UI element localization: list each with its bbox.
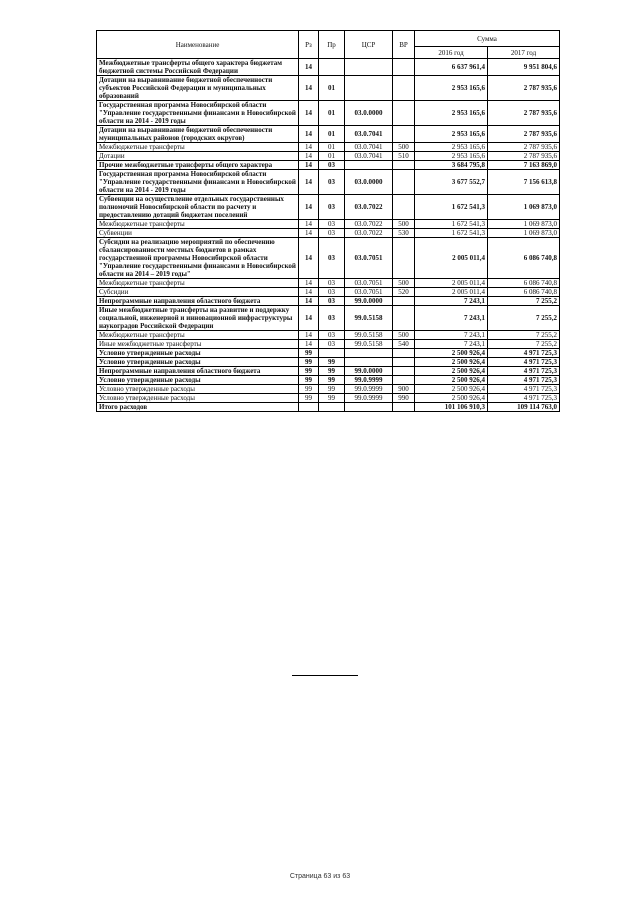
row-sum-2016: 7 243,1 <box>415 340 488 349</box>
row-sum-2016: 3 677 552,7 <box>415 170 488 195</box>
row-name: Межбюджетные трансферты <box>97 220 299 229</box>
table-row <box>97 229 560 238</box>
row-rz: 14 <box>299 126 319 143</box>
row-sum-2017: 7 255,2 <box>488 306 560 331</box>
row-vr: 510 <box>393 152 415 161</box>
row-pr: 03 <box>319 161 345 170</box>
row-rz: 14 <box>299 76 319 101</box>
row-csr: 99.0.9999 <box>345 385 393 394</box>
table-row <box>97 367 560 376</box>
row-sum-2017: 1 069 873,0 <box>488 195 560 220</box>
row-rz: 14 <box>299 59 319 76</box>
row-sum-2016: 2 953 165,6 <box>415 143 488 152</box>
table-row <box>97 101 560 126</box>
table-row <box>97 59 560 76</box>
row-csr: 03.0.7022 <box>345 229 393 238</box>
row-csr <box>345 403 393 412</box>
row-name: Государственная программа Новосибирской области "Управление государственными финансами в Новосибирской области на 2014 - 2019 годы <box>97 170 299 195</box>
row-pr: 03 <box>319 229 345 238</box>
row-sum-2016: 2 500 926,4 <box>415 394 488 403</box>
row-vr <box>393 367 415 376</box>
row-vr <box>393 170 415 195</box>
row-csr: 99.0.5158 <box>345 331 393 340</box>
row-sum-2017: 7 156 613,8 <box>488 170 560 195</box>
row-sum-2016: 1 672 541,3 <box>415 229 488 238</box>
header-vr: ВР <box>393 31 415 59</box>
row-vr <box>393 76 415 101</box>
row-sum-2017: 6 086 740,8 <box>488 279 560 288</box>
table-row <box>97 376 560 385</box>
table-row <box>97 152 560 161</box>
row-rz: 99 <box>299 394 319 403</box>
row-sum-2016: 2 500 926,4 <box>415 376 488 385</box>
row-sum-2017: 2 787 935,6 <box>488 126 560 143</box>
row-name: Условно утвержденные расходы <box>97 358 299 367</box>
table-row <box>97 195 560 220</box>
row-pr: 01 <box>319 143 345 152</box>
row-csr: 03.0.7051 <box>345 279 393 288</box>
row-rz: 14 <box>299 288 319 297</box>
row-csr: 99.0.5158 <box>345 340 393 349</box>
row-pr: 99 <box>319 394 345 403</box>
row-pr: 99 <box>319 376 345 385</box>
row-rz: 99 <box>299 358 319 367</box>
row-sum-2017: 7 163 869,0 <box>488 161 560 170</box>
row-pr: 99 <box>319 358 345 367</box>
row-csr: 03.0.7041 <box>345 126 393 143</box>
row-rz: 14 <box>299 306 319 331</box>
row-sum-2016: 2 500 926,4 <box>415 349 488 358</box>
row-rz: 14 <box>299 238 319 279</box>
row-csr: 99.0.0000 <box>345 297 393 306</box>
row-rz: 14 <box>299 161 319 170</box>
row-rz: 14 <box>299 297 319 306</box>
row-pr: 01 <box>319 101 345 126</box>
row-vr <box>393 161 415 170</box>
row-name: Дотации на выравнивание бюджетной обеспеченности субъектов Российской Федерации и муниципальных образований <box>97 76 299 101</box>
row-pr: 03 <box>319 306 345 331</box>
row-csr: 03.0.7051 <box>345 288 393 297</box>
row-sum-2016: 1 672 541,3 <box>415 195 488 220</box>
row-rz: 99 <box>299 385 319 394</box>
row-csr: 03.0.0000 <box>345 170 393 195</box>
row-sum-2016: 3 684 795,8 <box>415 161 488 170</box>
row-pr: 01 <box>319 76 345 101</box>
row-sum-2017: 4 971 725,3 <box>488 394 560 403</box>
row-sum-2016: 2 500 926,4 <box>415 367 488 376</box>
row-name: Субвенции <box>97 229 299 238</box>
row-name: Иные межбюджетные трансферты <box>97 340 299 349</box>
row-pr: 99 <box>319 385 345 394</box>
row-sum-2016: 2 005 011,4 <box>415 238 488 279</box>
row-vr: 500 <box>393 143 415 152</box>
row-sum-2016: 7 243,1 <box>415 306 488 331</box>
row-pr: 03 <box>319 331 345 340</box>
row-csr: 03.0.7022 <box>345 195 393 220</box>
row-rz: 14 <box>299 279 319 288</box>
row-name: Дотации на выравнивание бюджетной обеспеченности муниципальных районов (городских округов) <box>97 126 299 143</box>
row-sum-2017: 4 971 725,3 <box>488 349 560 358</box>
table-row <box>97 238 560 279</box>
row-sum-2017: 1 069 873,0 <box>488 220 560 229</box>
row-vr: 520 <box>393 288 415 297</box>
row-vr <box>393 306 415 331</box>
row-rz: 99 <box>299 376 319 385</box>
row-sum-2017: 4 971 725,3 <box>488 376 560 385</box>
row-pr: 03 <box>319 340 345 349</box>
row-sum-2016: 2 005 011,4 <box>415 279 488 288</box>
row-pr: 03 <box>319 288 345 297</box>
row-csr <box>345 161 393 170</box>
row-csr: 03.0.7022 <box>345 220 393 229</box>
row-vr: 500 <box>393 279 415 288</box>
row-csr: 99.0.0000 <box>345 367 393 376</box>
row-csr: 03.0.7041 <box>345 143 393 152</box>
row-sum-2016: 7 243,1 <box>415 331 488 340</box>
row-csr: 03.0.7051 <box>345 238 393 279</box>
table-row <box>97 394 560 403</box>
row-rz: 99 <box>299 349 319 358</box>
row-name: Межбюджетные трансферты <box>97 143 299 152</box>
row-rz <box>299 403 319 412</box>
row-vr <box>393 101 415 126</box>
row-sum-2016: 2 953 165,6 <box>415 152 488 161</box>
row-sum-2017: 4 971 725,3 <box>488 367 560 376</box>
row-name: Субвенции на осуществление отдельных государственных полномочий Новосибирской области по расчету и предоставлению дотаций бюджетам поселений <box>97 195 299 220</box>
header-rz: Рз <box>299 31 319 59</box>
row-sum-2017: 2 787 935,6 <box>488 76 560 101</box>
row-rz: 14 <box>299 143 319 152</box>
row-vr <box>393 349 415 358</box>
table-row <box>97 288 560 297</box>
row-vr <box>393 403 415 412</box>
row-sum-2016: 2 953 165,6 <box>415 126 488 143</box>
row-sum-2016: 2 953 165,6 <box>415 101 488 126</box>
row-sum-2017: 6 086 740,8 <box>488 288 560 297</box>
row-name: Дотации <box>97 152 299 161</box>
row-rz: 14 <box>299 195 319 220</box>
row-name: Непрограммные направления областного бюджета <box>97 297 299 306</box>
table-row <box>97 76 560 101</box>
row-csr: 99.0.9999 <box>345 376 393 385</box>
row-sum-2017: 7 255,2 <box>488 297 560 306</box>
row-vr <box>393 297 415 306</box>
row-csr <box>345 76 393 101</box>
row-rz: 14 <box>299 152 319 161</box>
row-name: Условно утвержденные расходы <box>97 385 299 394</box>
row-csr <box>345 59 393 76</box>
row-vr <box>393 376 415 385</box>
row-sum-2016: 2 500 926,4 <box>415 385 488 394</box>
row-sum-2017: 4 971 725,3 <box>488 385 560 394</box>
row-rz: 99 <box>299 367 319 376</box>
row-name: Межбюджетные трансферты общего характера бюджетам бюджетной системы Российской Федерации <box>97 59 299 76</box>
table-row <box>97 220 560 229</box>
row-pr <box>319 403 345 412</box>
row-sum-2017: 109 114 763,0 <box>488 403 560 412</box>
table-header <box>97 31 560 59</box>
row-vr: 900 <box>393 385 415 394</box>
header-csr: ЦСР <box>345 31 393 59</box>
table-row <box>97 143 560 152</box>
row-vr: 990 <box>393 394 415 403</box>
table-body <box>97 59 560 412</box>
row-name: Условно утвержденные расходы <box>97 376 299 385</box>
row-vr: 500 <box>393 220 415 229</box>
row-pr: 03 <box>319 220 345 229</box>
row-sum-2017: 1 069 873,0 <box>488 229 560 238</box>
row-sum-2017: 2 787 935,6 <box>488 101 560 126</box>
header-2017: 2017 год <box>488 47 560 59</box>
row-name: Непрограммные направления областного бюджета <box>97 367 299 376</box>
table-row <box>97 340 560 349</box>
row-pr: 03 <box>319 297 345 306</box>
row-vr <box>393 238 415 279</box>
header-name: Наименование <box>97 31 299 59</box>
row-name: Межбюджетные трансферты <box>97 331 299 340</box>
row-rz: 14 <box>299 170 319 195</box>
row-csr: 03.0.7041 <box>345 152 393 161</box>
row-pr: 03 <box>319 195 345 220</box>
row-name: Государственная программа Новосибирской области "Управление государственными финансами в Новосибирской области на 2014 - 2019 годы <box>97 101 299 126</box>
row-vr <box>393 126 415 143</box>
table-row <box>97 297 560 306</box>
row-vr: 530 <box>393 229 415 238</box>
row-sum-2017: 2 787 935,6 <box>488 143 560 152</box>
row-sum-2017: 2 787 935,6 <box>488 152 560 161</box>
row-rz: 14 <box>299 340 319 349</box>
row-sum-2017: 6 086 740,8 <box>488 238 560 279</box>
row-name: Прочие межбюджетные трансферты общего характера <box>97 161 299 170</box>
table-row <box>97 126 560 143</box>
row-pr: 01 <box>319 152 345 161</box>
header-sum: Сумма <box>415 31 560 47</box>
table-row <box>97 331 560 340</box>
row-name: Субсидии на реализацию мероприятий по обеспечению сбалансированности местных бюджетов в рамках государственной программы Новосибирской области "Управление государственными финансами в Новосибирской области на 2014 – 2019 годы" <box>97 238 299 279</box>
row-pr: 03 <box>319 238 345 279</box>
row-sum-2017: 9 951 804,6 <box>488 59 560 76</box>
row-sum-2016: 2 500 926,4 <box>415 358 488 367</box>
page-number: Страница 63 из 63 <box>289 873 351 880</box>
table-row <box>97 279 560 288</box>
row-name: Условно утвержденные расходы <box>97 394 299 403</box>
table-row <box>97 170 560 195</box>
row-sum-2016: 2 953 165,6 <box>415 76 488 101</box>
header-2016: 2016 год <box>415 47 488 59</box>
row-sum-2016: 6 637 961,4 <box>415 59 488 76</box>
row-pr: 03 <box>319 170 345 195</box>
row-sum-2016: 1 672 541,3 <box>415 220 488 229</box>
row-pr: 03 <box>319 279 345 288</box>
table-row <box>97 161 560 170</box>
table-row <box>97 306 560 331</box>
budget-table <box>96 30 560 412</box>
row-pr: 01 <box>319 126 345 143</box>
row-csr: 03.0.0000 <box>345 101 393 126</box>
row-name: Итого расходов <box>97 403 299 412</box>
header-pr: Пр <box>319 31 345 59</box>
row-rz: 14 <box>299 220 319 229</box>
table-row <box>97 349 560 358</box>
table-row <box>97 385 560 394</box>
row-csr <box>345 358 393 367</box>
row-sum-2016: 101 106 910,3 <box>415 403 488 412</box>
row-name: Условно утвержденные расходы <box>97 349 299 358</box>
row-vr <box>393 59 415 76</box>
row-sum-2017: 7 255,2 <box>488 340 560 349</box>
row-rz: 14 <box>299 229 319 238</box>
row-sum-2016: 2 005 011,4 <box>415 288 488 297</box>
row-vr: 540 <box>393 340 415 349</box>
row-pr <box>319 349 345 358</box>
row-name: Межбюджетные трансферты <box>97 279 299 288</box>
row-pr: 99 <box>319 367 345 376</box>
row-pr <box>319 59 345 76</box>
row-sum-2017: 4 971 725,3 <box>488 358 560 367</box>
row-vr <box>393 195 415 220</box>
row-sum-2017: 7 255,2 <box>488 331 560 340</box>
row-csr: 99.0.9999 <box>345 394 393 403</box>
row-rz: 14 <box>299 101 319 126</box>
row-vr <box>393 358 415 367</box>
row-name: Иные межбюджетные трансферты на развитие и поддержку социальной, инженерной и инновационной инфраструктуры наукоградов Российской Федерации <box>97 306 299 331</box>
row-name: Субсидии <box>97 288 299 297</box>
footer-divider <box>292 675 358 676</box>
table-row <box>97 358 560 367</box>
row-csr: 99.0.5158 <box>345 306 393 331</box>
table-row <box>97 403 560 412</box>
row-sum-2016: 7 243,1 <box>415 297 488 306</box>
row-rz: 14 <box>299 331 319 340</box>
row-vr: 500 <box>393 331 415 340</box>
row-csr <box>345 349 393 358</box>
